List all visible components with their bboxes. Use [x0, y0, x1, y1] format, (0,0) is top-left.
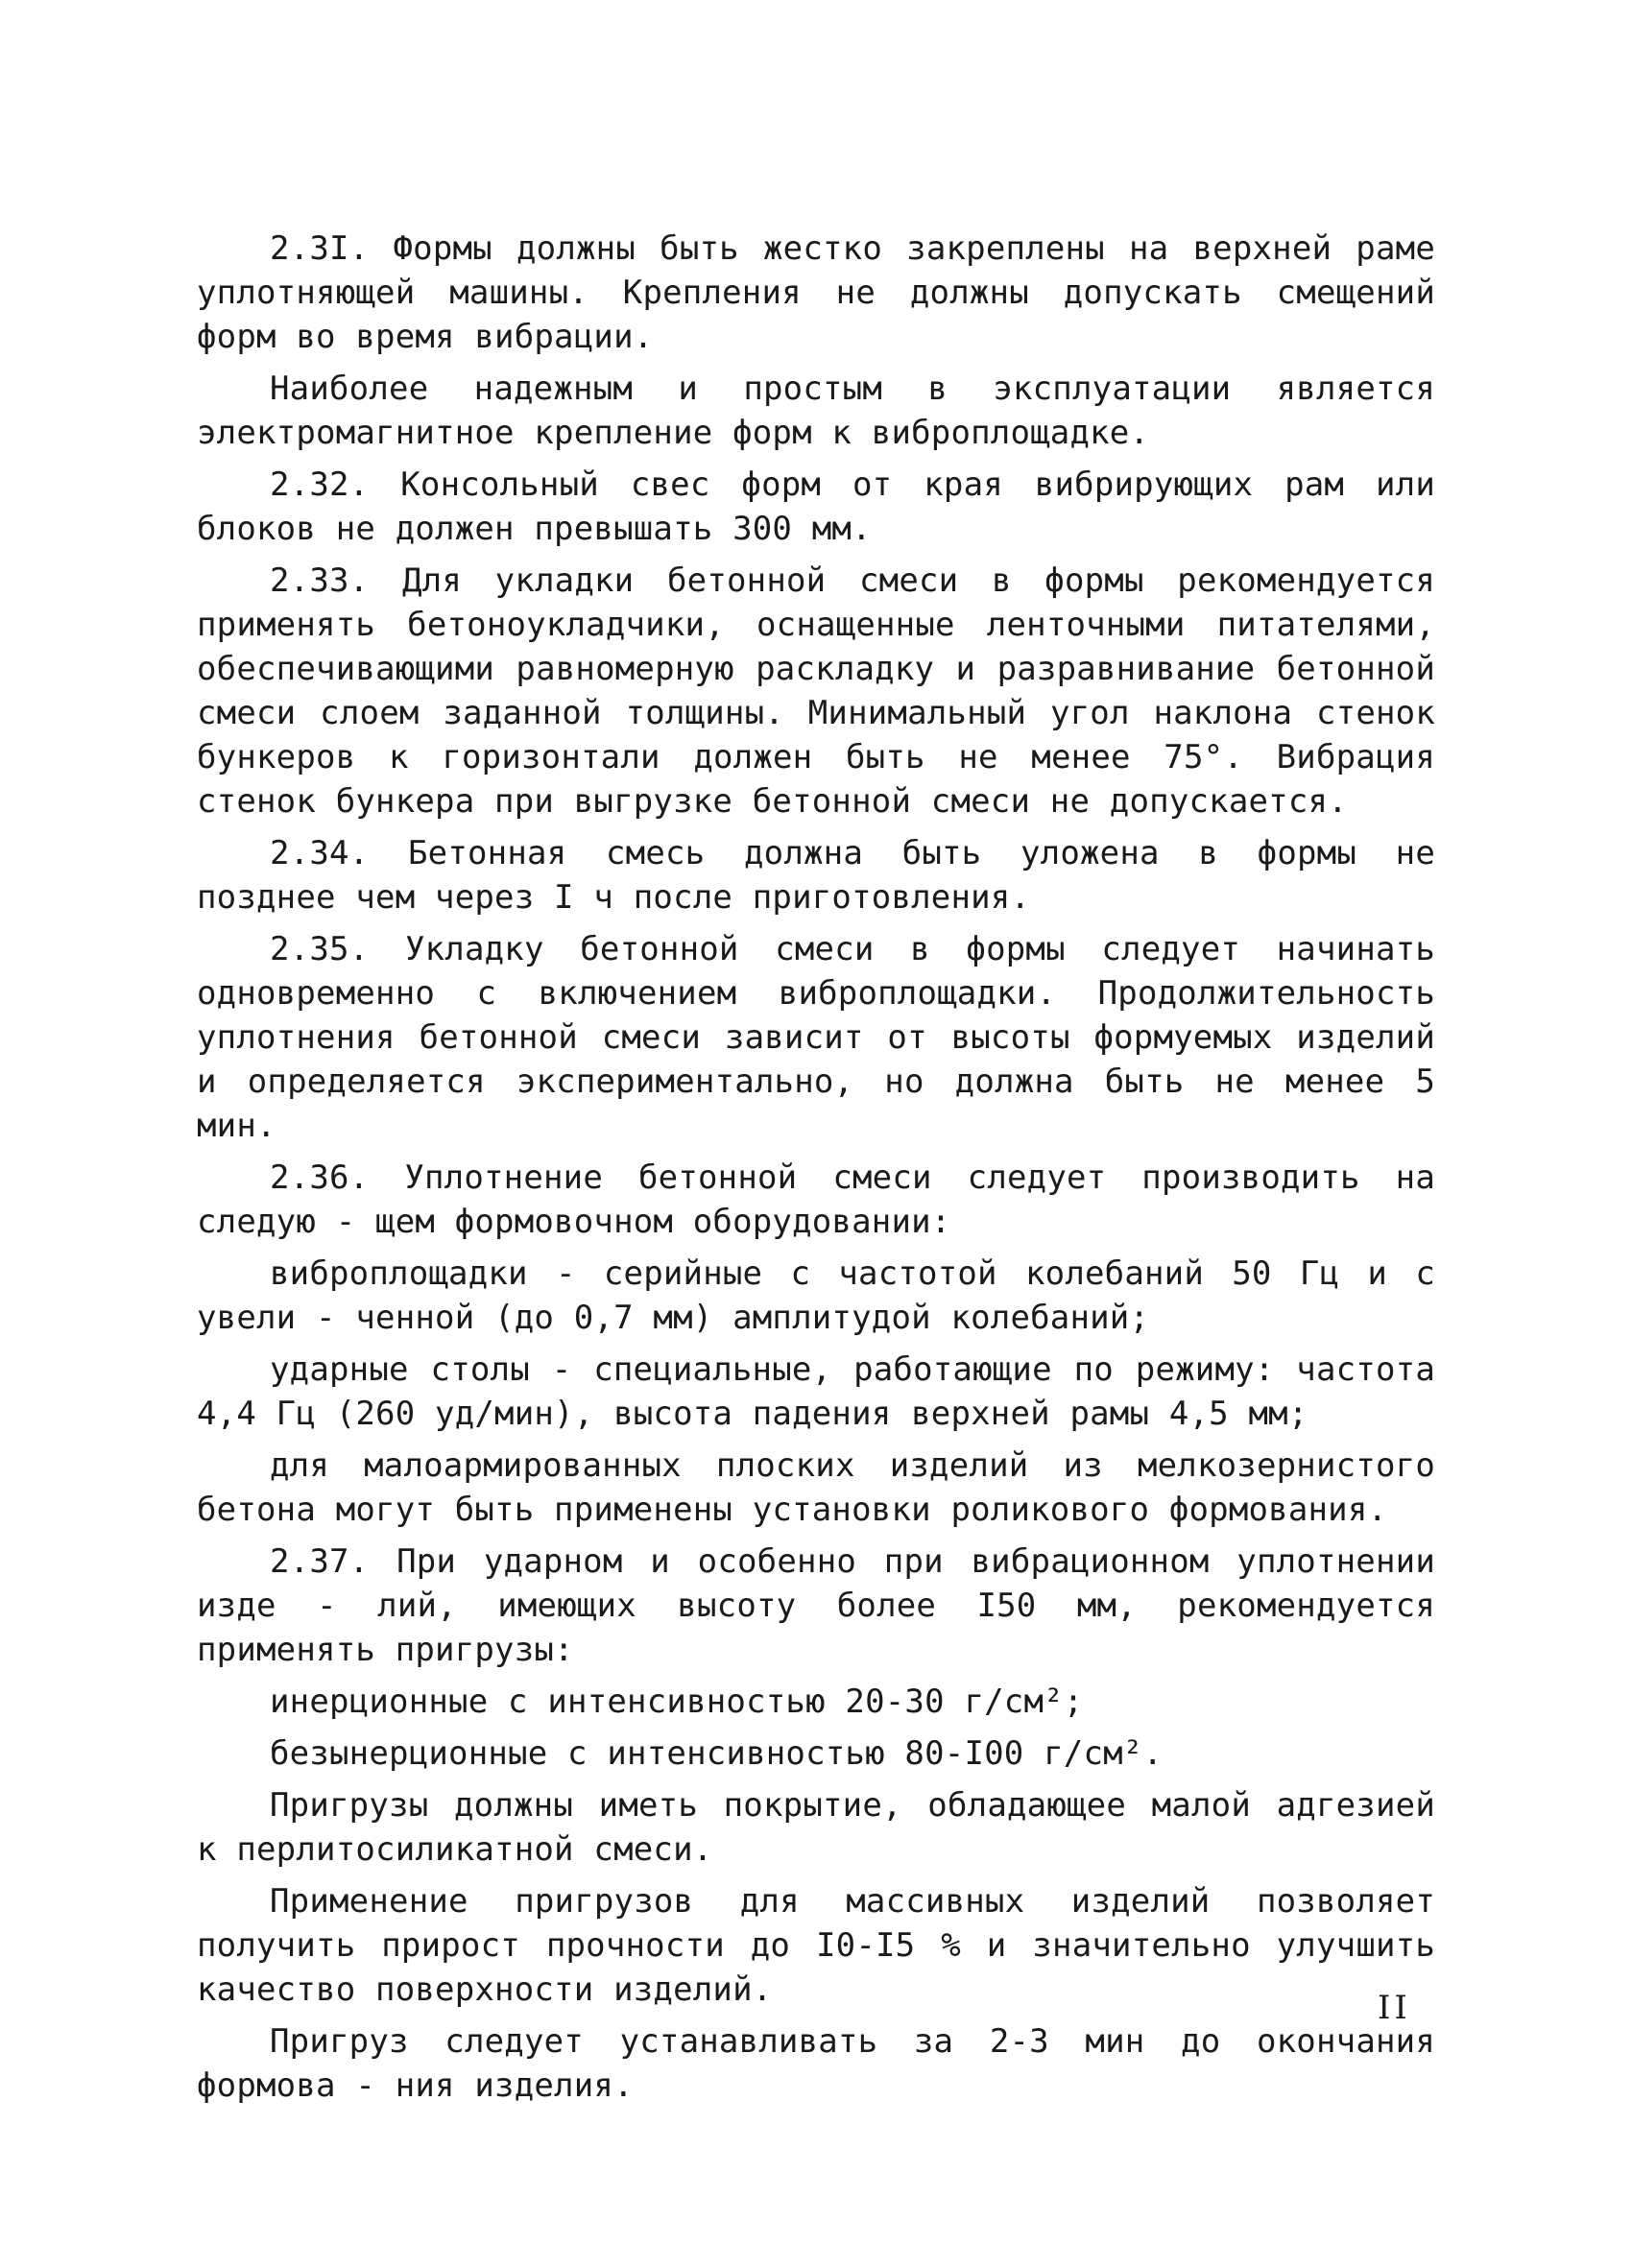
paragraph-2-31: 2.3I. Формы должны быть жестко закреплены на верхней раме уплотняющей машины. Крепления не должны допускать смещений форм во время вибрации. [197, 229, 1435, 356]
paragraph-fastening: Наиболее надежным и простым в эксплуатации является электромагнитное крепление форм к виброплощадке. [197, 370, 1435, 452]
paragraph-2-33: 2.33. Для укладки бетонной смеси в формы рекомендуется применять бетоноукладчики, оснащенные ленточными питателями, обеспечивающими равномерную раскладку и разравнивание бетонной смеси слоем заданной толщины. Минимальный угол наклона стенок бункеров к горизонтали должен быть не менее 75°. Вибрация стенок бункера при выгрузке бетонной смеси не допускается. [197, 561, 1435, 821]
list-item-vibroplatforms: виброплощадки - серийные с частотой колебаний 50 Гц и с увели - ченной (до 0,7 мм) амплитудой колебаний; [197, 1254, 1435, 1337]
list-item-inertial-weights: инерционные с интенсивностью 20-30 г/см²; [270, 1683, 1084, 1721]
list-item-impact-tables: ударные столы - специальные, работающие по режиму: частота 4,4 Гц (260 уд/мин), высота падения верхней рамы 4,5 мм; [197, 1350, 1435, 1433]
list-item-non-inertial-weights: безынерционные с интенсивностью 80-I00 г/см². [270, 1734, 1164, 1773]
list-item-roller-forming: для малоармированных плоских изделий из мелкозернистого бетона могут быть применены установки роликового формования. [197, 1446, 1435, 1529]
paragraph-2-35: 2.35. Укладку бетонной смеси в формы следует начинать одновременно с включением виброплощадки. Продолжительность уплотнения бетонной смеси зависит от высоты формуемых изделий и определяется экспериментально, но должна быть не менее 5 мин. [197, 930, 1435, 1145]
paragraph-weight-coating: Пригрузы должны иметь покрытие, обладающее малой адгезией к перлитосиликатной смеси. [197, 1786, 1435, 1869]
paragraph-weight-timing: Пригруз следует устанавливать за 2-3 мин до окончания формова - ния изделия. [197, 2022, 1435, 2105]
body-text [197, 227, 1435, 2115]
page-number: II [1378, 1989, 1411, 2027]
paragraph-weight-benefit: Применение пригрузов для массивных изделий позволяет получить прирост прочности до I0-I5 % и значительно улучшить качество поверхности изделий. [197, 1882, 1435, 2009]
paragraph-2-36: 2.36. Уплотнение бетонной смеси следует производить на следую - щем формовочном оборудовании: [197, 1158, 1435, 1241]
paragraph-2-34: 2.34. Бетонная смесь должна быть уложена в формы не позднее чем через I ч после приготовления. [197, 834, 1435, 917]
paragraph-2-37: 2.37. При ударном и особенно при вибрационном уплотнении изде - лий, имеющих высоту более I50 мм, рекомендуется применять пригрузы: [197, 1542, 1435, 1669]
paragraph-2-32: 2.32. Консольный свес форм от края вибрирующих рам или блоков не должен превышать 300 мм. [197, 466, 1435, 548]
